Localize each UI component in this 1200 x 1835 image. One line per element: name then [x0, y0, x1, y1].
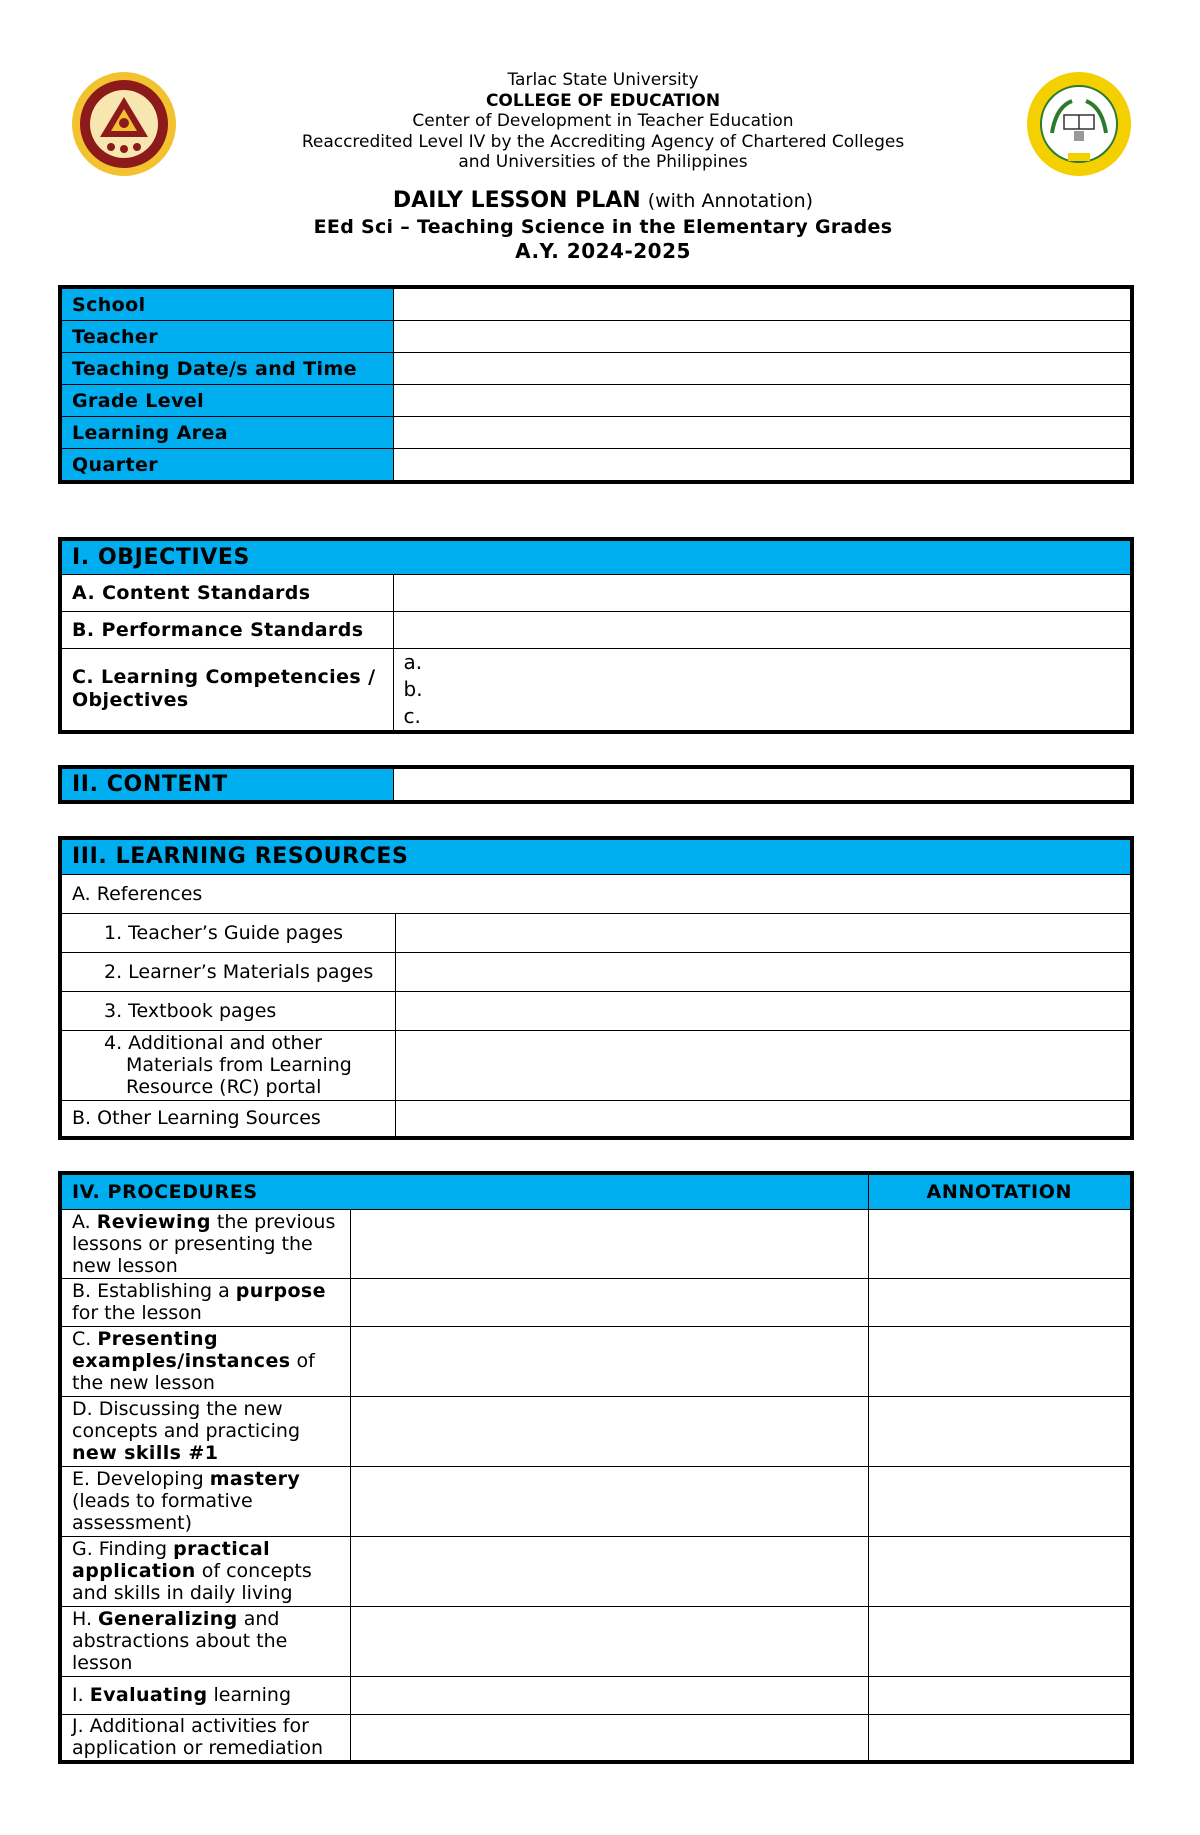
additional-materials-line-2: Materials from Learning [126, 1054, 352, 1076]
procedure-g-label: G. Finding practical application of concepts and skills in daily living [60, 1536, 350, 1606]
procedure-h-field[interactable] [350, 1606, 868, 1676]
procedure-d-label: D. Discussing the new concepts and practicing new skills #1 [60, 1396, 350, 1466]
procedure-i-label: I. Evaluating learning [60, 1676, 350, 1714]
procedure-j-field[interactable] [350, 1714, 868, 1762]
other-sources-label: B. Other Learning Sources [60, 1100, 395, 1138]
institution-header [200, 70, 1006, 173]
college-name: COLLEGE OF EDUCATION [485, 90, 721, 111]
objectives-heading: I. OBJECTIVES [60, 539, 1132, 574]
center-name: Center of Development in Teacher Education [412, 111, 794, 131]
performance-standards-field[interactable] [393, 611, 1132, 648]
procedure-c-field[interactable] [350, 1326, 868, 1396]
title-main: DAILY LESSON PLAN [392, 188, 641, 213]
procedure-h-label: H. Generalizing and abstractions about the lesson [60, 1606, 350, 1676]
teachers-guide-field[interactable] [395, 913, 1132, 952]
procedure-a-field[interactable] [350, 1209, 868, 1278]
procedure-j-label: J. Additional activities for application or remediation [60, 1714, 350, 1762]
competency-c: c. [403, 703, 421, 728]
procedures-heading: IV. PROCEDURES [60, 1173, 868, 1209]
procedure-a-label: A. Reviewing the previous lessons or presenting the new lesson [60, 1209, 350, 1278]
competencies-field[interactable] [393, 648, 1132, 732]
competency-a: a. [403, 649, 423, 674]
annotation-j-field[interactable] [868, 1714, 1132, 1762]
procedure-g-field[interactable] [350, 1536, 868, 1606]
university-name: Tarlac State University [507, 70, 699, 90]
label-grade-level: Grade Level [60, 385, 393, 417]
label-quarter: Quarter [60, 449, 393, 483]
textbook-label: 3. Textbook pages [60, 991, 395, 1030]
competencies-label: C. Learning Competencies / Objectives [60, 648, 393, 732]
label-school: School [60, 287, 393, 321]
annotation-i-field[interactable] [868, 1676, 1132, 1714]
tarlac-state-university-seal-icon [71, 71, 177, 177]
college-of-teacher-education-seal-icon [1026, 71, 1132, 177]
course-title: EEd Sci – Teaching Science in the Elementary Grades [313, 216, 893, 238]
label-learning-area: Learning Area [60, 417, 393, 449]
field-teacher[interactable] [393, 321, 1132, 353]
field-date-time[interactable] [393, 353, 1132, 385]
procedure-i-field[interactable] [350, 1676, 868, 1714]
annotation-heading: ANNOTATION [868, 1173, 1132, 1209]
procedure-c-label: C. Presenting examples/instances of the new lesson [60, 1326, 350, 1396]
procedure-d-field[interactable] [350, 1396, 868, 1466]
learning-resources-table [58, 836, 1134, 1140]
competency-b: b. [403, 676, 423, 701]
other-sources-field[interactable] [395, 1100, 1132, 1138]
document-title [200, 187, 1006, 264]
annotation-e-field[interactable] [868, 1466, 1132, 1536]
learners-materials-label: 2. Learner’s Materials pages [60, 952, 395, 991]
accreditation-line-1: Reaccredited Level IV by the Accrediting Agency of Chartered Colleges [301, 131, 905, 152]
field-school[interactable] [393, 287, 1132, 321]
content-standards-field[interactable] [393, 574, 1132, 611]
objectives-table [58, 537, 1134, 734]
performance-standards-label: B. Performance Standards [60, 611, 393, 648]
annotation-a-field[interactable] [868, 1209, 1132, 1278]
academic-year: A.Y. 2024-2025 [515, 239, 691, 263]
field-quarter[interactable] [393, 449, 1132, 483]
annotation-d-field[interactable] [868, 1396, 1132, 1466]
resources-heading: III. LEARNING RESOURCES [60, 838, 1132, 874]
procedure-e-field[interactable] [350, 1466, 868, 1536]
procedure-b-field[interactable] [350, 1278, 868, 1326]
label-teacher: Teacher [60, 321, 393, 353]
field-learning-area[interactable] [393, 417, 1132, 449]
title-annotation: (with Annotation) [647, 190, 814, 212]
label-date-time: Teaching Date/s and Time [60, 353, 393, 385]
field-grade-level[interactable] [393, 385, 1132, 417]
procedures-table [58, 1171, 1134, 1764]
accreditation-line-2: and Universities of the Philippines [458, 152, 748, 172]
annotation-c-field[interactable] [868, 1326, 1132, 1396]
references-label: A. References [60, 874, 1132, 913]
additional-materials-field[interactable] [395, 1030, 1132, 1100]
textbook-field[interactable] [395, 991, 1132, 1030]
learners-materials-field[interactable] [395, 952, 1132, 991]
procedure-b-label: B. Establishing a purpose for the lesson [60, 1278, 350, 1326]
content-table [58, 765, 1134, 804]
annotation-b-field[interactable] [868, 1278, 1132, 1326]
content-heading: II. CONTENT [60, 767, 393, 802]
info-table [58, 285, 1134, 484]
content-standards-label: A. Content Standards [60, 574, 393, 611]
annotation-g-field[interactable] [868, 1536, 1132, 1606]
additional-materials-line-3: Resource (RC) portal [126, 1076, 322, 1098]
additional-materials-label [60, 1030, 395, 1100]
annotation-h-field[interactable] [868, 1606, 1132, 1676]
content-field[interactable] [393, 767, 1132, 802]
procedure-e-label: E. Developing mastery (leads to formative assessment) [60, 1466, 350, 1536]
additional-materials-line-1: 4. Additional and other [104, 1032, 322, 1054]
teachers-guide-label: 1. Teacher’s Guide pages [60, 913, 395, 952]
